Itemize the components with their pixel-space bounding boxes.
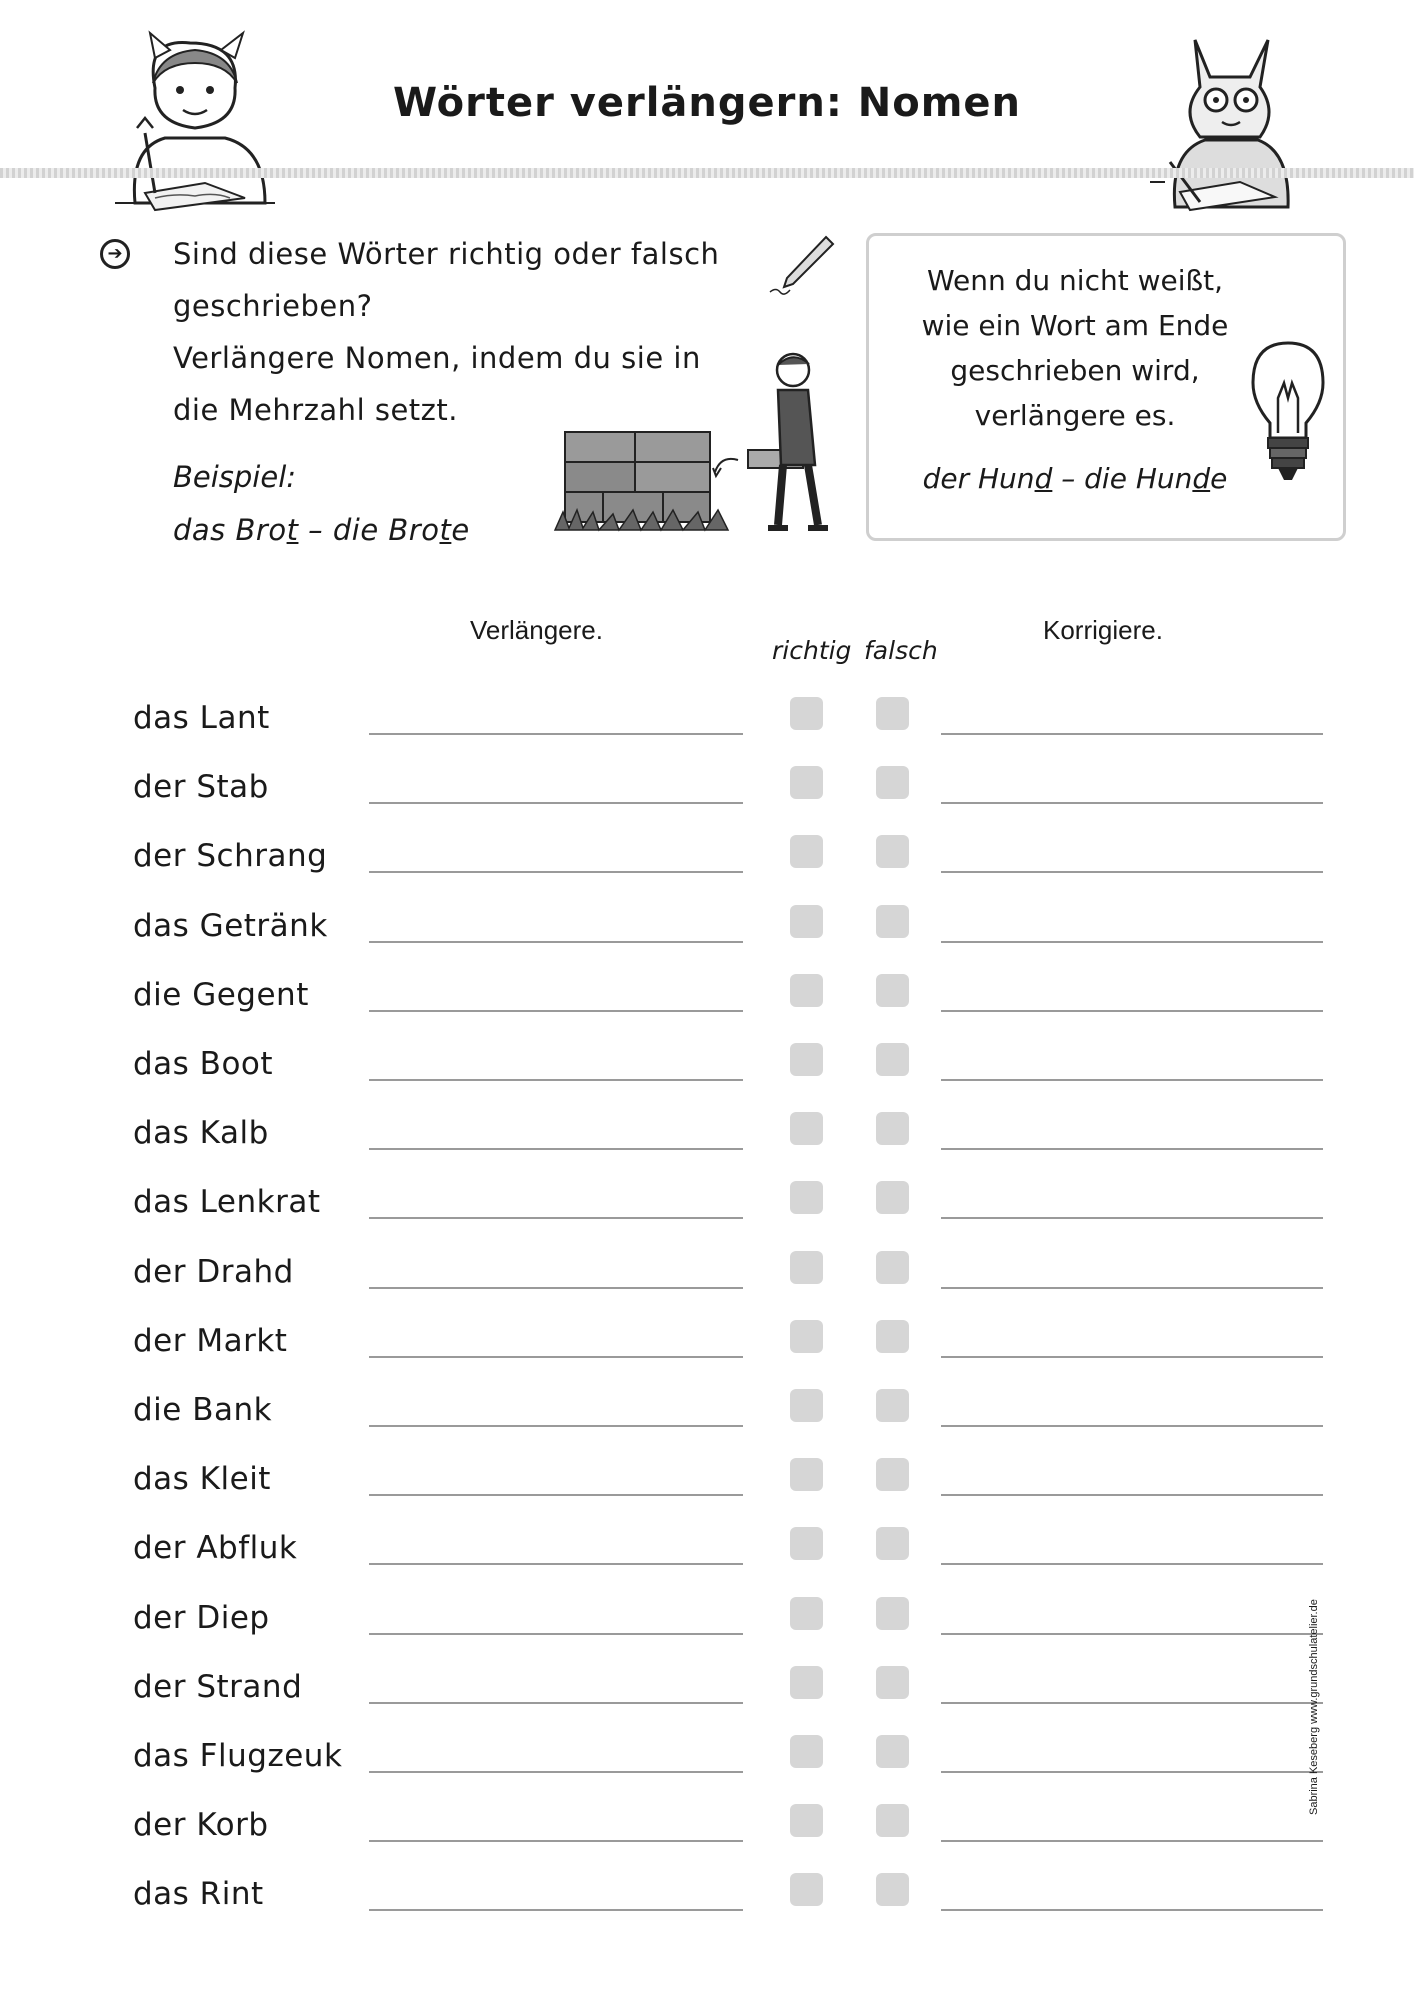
table-row <box>0 908 1414 968</box>
column-header-falsch: falsch <box>864 636 938 665</box>
falsch-checkbox[interactable] <box>876 697 909 730</box>
korrigiere-answer-line[interactable] <box>941 733 1323 735</box>
richtig-checkbox[interactable] <box>790 905 823 938</box>
richtig-checkbox[interactable] <box>790 1527 823 1560</box>
richtig-checkbox[interactable] <box>790 1389 823 1422</box>
example-underlined-letter: t <box>286 513 299 547</box>
column-header-verlaengere: Verlängere. <box>470 615 603 645</box>
tip-example-part: – die Hun <box>1052 462 1193 495</box>
table-row <box>0 1254 1414 1314</box>
table-row <box>0 1392 1414 1452</box>
korrigiere-answer-line[interactable] <box>941 941 1323 943</box>
verlaengere-answer-line[interactable] <box>369 1217 743 1219</box>
example-text <box>173 513 470 547</box>
verlaengere-answer-line[interactable] <box>369 1010 743 1012</box>
korrigiere-answer-line[interactable] <box>941 1287 1323 1289</box>
table-row <box>0 838 1414 898</box>
richtig-checkbox[interactable] <box>790 1873 823 1906</box>
example-underlined-letter: t <box>439 513 452 547</box>
noun-word: das Kalb <box>133 1115 269 1152</box>
korrigiere-answer-line[interactable] <box>941 1010 1323 1012</box>
verlaengere-answer-line[interactable] <box>369 871 743 873</box>
noun-word: das Getränk <box>133 907 328 944</box>
noun-word: die Bank <box>133 1392 273 1428</box>
falsch-checkbox[interactable] <box>876 835 909 868</box>
falsch-checkbox[interactable] <box>876 1666 909 1699</box>
example-part: das Bro <box>173 513 287 547</box>
noun-word: der Korb <box>133 1807 269 1844</box>
richtig-checkbox[interactable] <box>790 766 823 799</box>
boy-writing-illustration <box>115 28 275 213</box>
verlaengere-answer-line[interactable] <box>369 1702 743 1704</box>
falsch-checkbox[interactable] <box>876 1112 909 1145</box>
richtig-checkbox[interactable] <box>790 1804 823 1837</box>
noun-word: die Gegent <box>133 976 309 1013</box>
noun-word: der Drahd <box>133 1253 294 1290</box>
table-row <box>0 1530 1414 1590</box>
korrigiere-answer-line[interactable] <box>941 1148 1323 1150</box>
falsch-checkbox[interactable] <box>876 974 909 1007</box>
tip-line: verlängere es. <box>974 399 1176 432</box>
table-row <box>0 1323 1414 1383</box>
richtig-checkbox[interactable] <box>790 1458 823 1491</box>
korrigiere-answer-line[interactable] <box>941 871 1323 873</box>
table-row <box>0 1600 1414 1660</box>
noun-word: das Lenkrat <box>133 1184 321 1221</box>
verlaengere-answer-line[interactable] <box>369 941 743 943</box>
noun-word: das Boot <box>133 1046 274 1082</box>
falsch-checkbox[interactable] <box>876 1181 909 1214</box>
korrigiere-answer-line[interactable] <box>941 1356 1323 1358</box>
falsch-checkbox[interactable] <box>876 1251 909 1284</box>
light-bulb-icon <box>1248 338 1328 488</box>
falsch-checkbox[interactable] <box>876 1043 909 1076</box>
tip-line: wie ein Wort am Ende <box>921 309 1229 342</box>
falsch-checkbox[interactable] <box>876 1735 909 1768</box>
verlaengere-answer-line[interactable] <box>369 1840 743 1842</box>
arrow-right-icon: ➔ <box>100 239 130 269</box>
verlaengere-answer-line[interactable] <box>369 1287 743 1289</box>
tip-line: geschrieben wird, <box>950 354 1200 387</box>
verlaengere-answer-line[interactable] <box>369 1356 743 1358</box>
table-row <box>0 1115 1414 1175</box>
falsch-checkbox[interactable] <box>876 1320 909 1353</box>
noun-word: der Abfluk <box>133 1530 298 1567</box>
instruction-line: geschrieben? <box>173 289 373 323</box>
korrigiere-answer-line[interactable] <box>941 1217 1323 1219</box>
noun-word: das Lant <box>133 700 270 736</box>
column-header-korrigiere: Korrigiere. <box>1043 615 1163 645</box>
verlaengere-answer-line[interactable] <box>369 1563 743 1565</box>
richtig-checkbox[interactable] <box>790 1666 823 1699</box>
verlaengere-answer-line[interactable] <box>369 1771 743 1773</box>
verlaengere-answer-line[interactable] <box>369 1079 743 1081</box>
noun-word: der Strand <box>133 1668 303 1705</box>
falsch-checkbox[interactable] <box>876 1389 909 1422</box>
richtig-checkbox[interactable] <box>790 1112 823 1145</box>
richtig-checkbox[interactable] <box>790 1251 823 1284</box>
falsch-checkbox[interactable] <box>876 905 909 938</box>
page-title: Wörter verlängern: Nomen <box>392 80 1022 126</box>
table-row <box>0 1807 1414 1867</box>
korrigiere-answer-line[interactable] <box>941 1425 1323 1427</box>
example-label: Beispiel: <box>173 460 297 494</box>
verlaengere-answer-line[interactable] <box>369 1909 743 1911</box>
richtig-checkbox[interactable] <box>790 1597 823 1630</box>
tip-underlined-letter: d <box>1034 462 1053 495</box>
korrigiere-answer-line[interactable] <box>941 1909 1323 1911</box>
header-divider <box>0 168 1414 178</box>
richtig-checkbox[interactable] <box>790 697 823 730</box>
korrigiere-answer-line[interactable] <box>941 1702 1323 1704</box>
richtig-checkbox[interactable] <box>790 974 823 1007</box>
verlaengere-answer-line[interactable] <box>369 1633 743 1635</box>
author-credit: Sabrina Keseberg www.grundschulatelier.de <box>1308 1599 1320 1815</box>
table-row <box>0 1738 1414 1798</box>
instruction-line: Verlängere Nomen, indem du sie in <box>173 341 701 375</box>
falsch-checkbox[interactable] <box>876 1597 909 1630</box>
example-part: e <box>451 513 470 547</box>
table-row <box>0 1876 1414 1936</box>
tip-text <box>895 258 1255 438</box>
instruction-line: die Mehrzahl setzt. <box>173 393 458 427</box>
wall-building-illustration <box>553 350 838 540</box>
table-row <box>0 1669 1414 1729</box>
richtig-checkbox[interactable] <box>790 1181 823 1214</box>
verlaengere-answer-line[interactable] <box>369 802 743 804</box>
table-row <box>0 1461 1414 1521</box>
table-row <box>0 1184 1414 1244</box>
korrigiere-answer-line[interactable] <box>941 1633 1323 1635</box>
tip-underlined-letter: d <box>1192 462 1211 495</box>
column-header-richtig: richtig <box>772 636 852 665</box>
instruction-line: Sind diese Wörter richtig oder falsch <box>173 237 720 271</box>
richtig-checkbox[interactable] <box>790 1735 823 1768</box>
verlaengere-answer-line[interactable] <box>369 1425 743 1427</box>
table-row <box>0 1046 1414 1106</box>
verlaengere-answer-line[interactable] <box>369 1494 743 1496</box>
example-part: – die Bro <box>298 513 440 547</box>
falsch-checkbox[interactable] <box>876 1873 909 1906</box>
korrigiere-answer-line[interactable] <box>941 802 1323 804</box>
noun-word: das Flugzeuk <box>133 1738 343 1774</box>
verlaengere-answer-line[interactable] <box>369 1148 743 1150</box>
cat-writing-illustration <box>1150 32 1310 217</box>
richtig-checkbox[interactable] <box>790 1320 823 1353</box>
tip-line: Wenn du nicht weißt, <box>926 264 1224 297</box>
noun-word: das Rint <box>133 1876 264 1913</box>
noun-word: der Diep <box>133 1599 270 1636</box>
falsch-checkbox[interactable] <box>876 1804 909 1837</box>
korrigiere-answer-line[interactable] <box>941 1494 1323 1496</box>
noun-word: der Stab <box>133 769 269 806</box>
falsch-checkbox[interactable] <box>876 766 909 799</box>
noun-word: das Kleit <box>133 1461 271 1498</box>
richtig-checkbox[interactable] <box>790 1043 823 1076</box>
richtig-checkbox[interactable] <box>790 835 823 868</box>
korrigiere-answer-line[interactable] <box>941 1771 1323 1773</box>
falsch-checkbox[interactable] <box>876 1458 909 1491</box>
falsch-checkbox[interactable] <box>876 1527 909 1560</box>
verlaengere-answer-line[interactable] <box>369 733 743 735</box>
table-row <box>0 700 1414 760</box>
tip-example-part: der Hun <box>922 462 1035 495</box>
table-row <box>0 977 1414 1037</box>
noun-word: der Markt <box>133 1322 288 1359</box>
noun-word: der Schrang <box>133 838 328 875</box>
korrigiere-answer-line[interactable] <box>941 1840 1323 1842</box>
korrigiere-answer-line[interactable] <box>941 1079 1323 1081</box>
tip-example <box>905 462 1245 495</box>
table-row <box>0 769 1414 829</box>
korrigiere-answer-line[interactable] <box>941 1563 1323 1565</box>
tip-example-part: e <box>1210 462 1228 495</box>
pencil-icon <box>768 232 838 302</box>
